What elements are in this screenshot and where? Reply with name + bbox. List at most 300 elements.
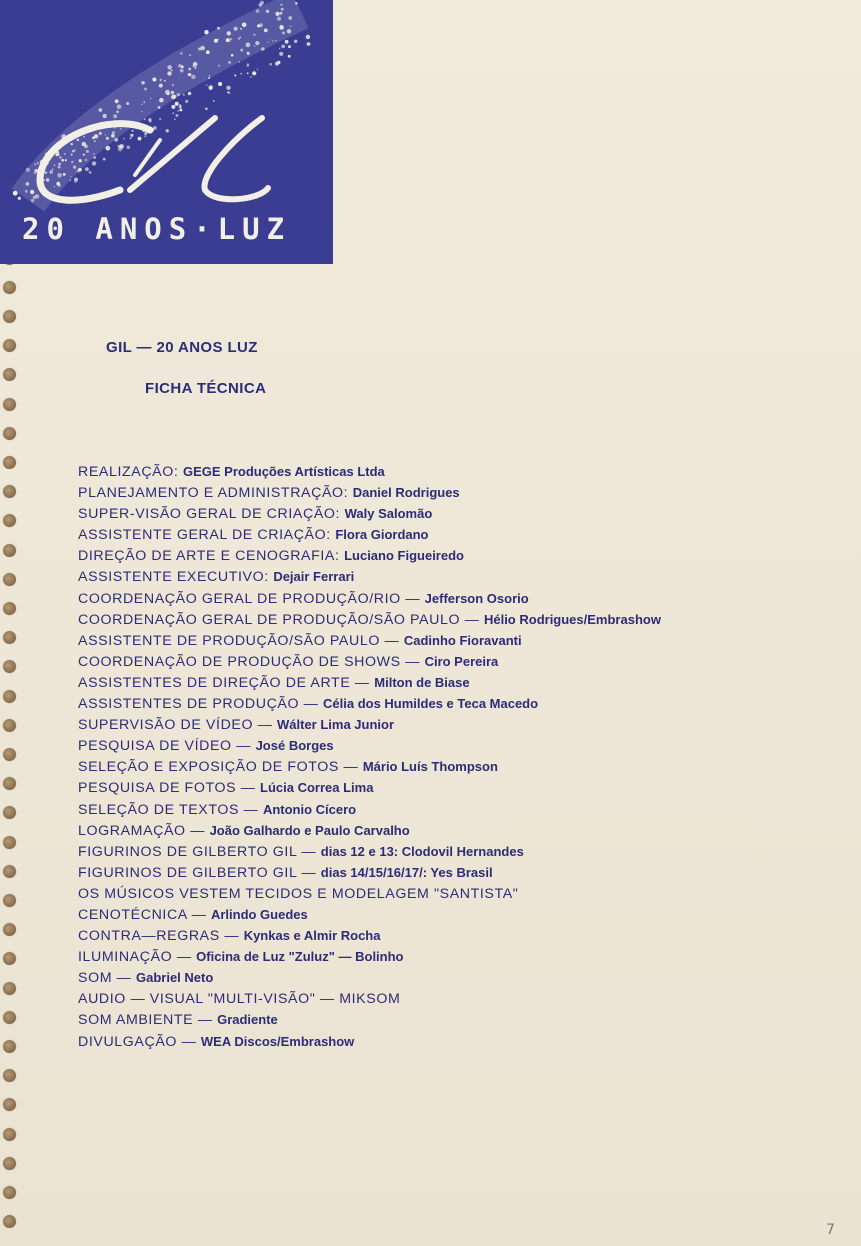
star-dot (269, 63, 272, 66)
credit-line (78, 988, 838, 1009)
binding-hole (3, 281, 16, 294)
star-dot (280, 4, 282, 6)
star-dot (106, 137, 109, 140)
star-dot (295, 2, 298, 5)
star-dot (69, 180, 71, 182)
credit-line (78, 946, 838, 967)
binding-hole (3, 310, 16, 323)
star-dot (171, 105, 175, 109)
star-dot (174, 118, 176, 120)
star-dot (275, 12, 279, 16)
credit-name: João Galhardo e Paulo Carvalho (209, 822, 410, 838)
star-dot (56, 152, 60, 156)
star-dot (234, 75, 236, 77)
credit-role: SELEÇÃO E EXPOSIÇÃO DE FOTOS — (78, 759, 363, 776)
credit-name: Waly Salomão (344, 506, 433, 522)
star-dot (306, 35, 310, 39)
binding-hole (3, 894, 16, 907)
star-dot (58, 166, 61, 169)
credit-role: FIGURINOS DE GILBERTO GIL — (78, 843, 321, 860)
binding-hole (3, 602, 16, 615)
credit-name: Kynkas e Almir Rocha (243, 928, 381, 944)
star-dot (77, 169, 80, 172)
star-dot (246, 42, 251, 47)
credit-name: Mário Luís Thompson (362, 759, 498, 775)
star-dot (152, 78, 156, 82)
star-dot (206, 84, 208, 86)
star-dot (26, 168, 30, 172)
star-dot (131, 130, 133, 132)
star-dot (117, 104, 122, 109)
credit-line (78, 841, 838, 862)
star-dot (138, 137, 142, 141)
star-dot (141, 104, 142, 105)
star-dot (93, 153, 95, 155)
credit-line (78, 672, 838, 693)
star-dot (63, 173, 66, 176)
star-dot (246, 65, 247, 66)
logo-caption: 20 ANOS·LUZ (22, 212, 292, 246)
credit-line (78, 714, 838, 735)
star-dot (180, 109, 183, 112)
star-dot (183, 94, 185, 96)
binding-hole (3, 1215, 16, 1228)
binding-hole (3, 660, 16, 673)
star-dot (26, 182, 30, 186)
star-dot (123, 138, 125, 140)
credit-role: PESQUISA DE VÍDEO — (78, 738, 256, 755)
credit-line (78, 1031, 838, 1052)
star-dot (71, 161, 73, 163)
star-dot (238, 38, 240, 40)
credit-line (78, 883, 838, 904)
credit-role: ILUMINAÇÃO — (78, 949, 197, 966)
star-dot (240, 49, 243, 52)
star-dot (226, 38, 230, 42)
star-dot (277, 17, 281, 21)
star-dot (230, 38, 232, 40)
star-dot (25, 190, 28, 193)
star-dot (164, 80, 166, 82)
star-dot (144, 118, 146, 120)
star-dot (114, 138, 118, 142)
star-dot (113, 114, 117, 118)
star-dot (287, 29, 291, 33)
star-dot (130, 134, 133, 137)
binding-hole (3, 719, 16, 732)
star-dot (143, 101, 145, 103)
star-dot (56, 182, 60, 186)
star-dot (103, 114, 107, 118)
star-dot (282, 32, 285, 35)
star-dot (208, 77, 210, 79)
star-dot (86, 150, 89, 153)
star-dot (82, 142, 86, 146)
binding-hole (3, 514, 16, 527)
star-dot (255, 41, 259, 45)
credit-line (78, 799, 838, 820)
star-dot (234, 27, 238, 31)
binding-hole (3, 339, 16, 352)
star-dot (85, 167, 89, 171)
star-dot (34, 171, 37, 174)
star-dot (65, 159, 67, 161)
star-dot (285, 40, 289, 44)
star-dot (228, 61, 231, 64)
credit-role: OS MÚSICOS VESTEM TECIDOS E MODELAGEM "SANTISTA" (78, 885, 519, 902)
star-dot (37, 162, 39, 164)
binding-hole (3, 427, 16, 440)
star-dot (54, 164, 56, 166)
star-dot (167, 71, 171, 75)
credit-name: Dejair Ferrari (273, 569, 355, 585)
star-dot (275, 62, 279, 66)
star-dot (74, 178, 78, 182)
star-dot (226, 86, 230, 90)
star-dot (209, 87, 213, 91)
credit-line (78, 609, 838, 630)
star-dot (280, 25, 282, 27)
binding-hole (3, 982, 16, 995)
credit-role: SELEÇÃO DE TEXTOS — (78, 801, 263, 818)
star-dot (260, 1, 264, 5)
star-dot (144, 135, 146, 137)
star-dot (279, 48, 280, 49)
star-dot (204, 30, 208, 34)
page-number: 7 (826, 1222, 835, 1238)
credit-role: ASSISTENTE GERAL DE CRIAÇÃO: (78, 527, 336, 544)
credit-name: WEA Discos/Embrashow (200, 1033, 355, 1049)
star-dot (227, 91, 229, 93)
credit-line (78, 545, 838, 566)
credit-role: LOGRAMAÇÃO — (78, 822, 210, 839)
star-dot (141, 111, 143, 113)
star-dot (73, 165, 76, 168)
star-dot (213, 100, 215, 102)
credit-name: Ciro Pereira (424, 653, 499, 669)
credit-name: José Borges (255, 738, 334, 754)
binding-hole (3, 398, 16, 411)
credit-name: Daniel Rodrigues (352, 485, 460, 501)
star-dot (268, 42, 269, 43)
credit-role: SUPER-VISÃO GERAL DE CRIAÇÃO: (78, 506, 345, 523)
star-dot (77, 139, 79, 141)
star-dot (141, 81, 144, 84)
credit-name: Arlindo Guedes (210, 906, 308, 922)
star-dot (171, 70, 173, 72)
credit-line (78, 1009, 838, 1030)
document-subtitle: FICHA TÉCNICA (145, 380, 267, 397)
star-dot (31, 199, 35, 203)
star-dot (257, 69, 259, 71)
star-dot (130, 137, 132, 139)
binding-hole (3, 806, 16, 819)
credit-line (78, 735, 838, 756)
star-dot (105, 134, 106, 135)
star-dot (179, 105, 182, 108)
star-dot (206, 50, 210, 54)
star-dot (59, 156, 61, 158)
credit-role: COORDENAÇÃO DE PRODUÇÃO DE SHOWS — (78, 653, 425, 670)
credit-name: dias 14/15/16/17/: Yes Brasil (320, 864, 493, 880)
star-dot (75, 171, 76, 172)
binding-hole (3, 1128, 16, 1141)
binding-hole (3, 1040, 16, 1053)
star-dot (281, 8, 284, 11)
star-dot (200, 46, 205, 51)
credit-line (78, 967, 838, 988)
star-dot (187, 74, 189, 76)
star-dot (191, 75, 195, 79)
credit-line (78, 566, 838, 587)
credit-line (78, 777, 838, 798)
star-dot (83, 136, 85, 138)
credit-role: SOM AMBIENTE — (78, 1012, 218, 1029)
star-dot (165, 90, 170, 95)
star-dot (115, 99, 119, 103)
star-dot (116, 110, 119, 113)
star-dot (275, 40, 276, 41)
credit-name: Cadinho Fioravanti (403, 632, 522, 648)
star-dot (160, 79, 162, 81)
star-dot (188, 68, 191, 71)
credit-line (78, 651, 838, 672)
star-dot (71, 143, 73, 145)
star-dot (171, 91, 175, 95)
star-dot (46, 178, 50, 182)
binding-hole (3, 1186, 16, 1199)
binding-hole (3, 485, 16, 498)
star-dot (175, 102, 179, 106)
star-dot (144, 132, 147, 135)
star-dot (194, 66, 197, 69)
credit-role: PESQUISA DE FOTOS — (78, 780, 261, 797)
star-dot (217, 39, 219, 41)
binding-hole (3, 836, 16, 849)
credit-role: ASSISTENTES DE PRODUÇÃO — (78, 696, 324, 713)
star-dot (93, 156, 96, 159)
star-dot (118, 147, 123, 152)
star-dot (44, 171, 47, 174)
star-dot (85, 159, 88, 162)
star-dot (159, 84, 163, 88)
star-dot (209, 75, 210, 76)
credit-role: ASSISTENTE EXECUTIVO: (78, 569, 274, 586)
credit-role: COORDENAÇÃO GERAL DE PRODUÇÃO/SÃO PAULO — (78, 611, 484, 628)
star-dot (290, 26, 291, 27)
star-dot (242, 23, 247, 28)
binding-hole (3, 865, 16, 878)
star-dot (61, 159, 64, 162)
credit-line (78, 588, 838, 609)
credit-name: Flora Giordano (335, 527, 429, 543)
star-dot (72, 150, 75, 153)
star-dot (36, 194, 38, 196)
star-dot (253, 34, 255, 36)
credit-role: FIGURINOS DE GILBERTO GIL — (78, 864, 321, 881)
star-dot (279, 52, 283, 56)
star-dot (239, 37, 241, 39)
star-dot (218, 65, 220, 67)
star-dot (231, 54, 234, 57)
credit-role: ASSISTENTES DE DIREÇÃO DE ARTE — (78, 674, 375, 691)
credit-name: Gabriel Neto (136, 970, 214, 986)
binding-hole (3, 923, 16, 936)
star-dot (18, 197, 21, 200)
star-dot (13, 191, 18, 196)
star-dot (150, 121, 152, 123)
star-dot (94, 140, 96, 142)
star-dot (150, 98, 152, 100)
star-dot (99, 108, 103, 112)
star-dot (240, 73, 242, 75)
star-dot (177, 110, 179, 112)
credit-line (78, 756, 838, 777)
binding-hole (3, 1011, 16, 1024)
credit-name: Hélio Rodrigues/Embrashow (483, 611, 661, 627)
binding-hole (3, 631, 16, 644)
binding-hole (3, 1157, 16, 1170)
star-dot (205, 108, 208, 111)
credit-line (78, 925, 838, 946)
star-dot (173, 95, 177, 99)
binding-hole (3, 1098, 16, 1111)
star-dot (34, 163, 36, 165)
document-title: GIL — 20 ANOS LUZ (106, 339, 258, 356)
star-dot (83, 154, 85, 156)
credit-name: Lúcia Correa Lima (260, 780, 374, 796)
star-dot (264, 29, 268, 33)
star-dot (272, 40, 274, 42)
star-dot (74, 149, 75, 150)
star-dot (193, 62, 198, 67)
binding-hole (3, 573, 16, 586)
star-dot (54, 186, 55, 187)
credit-line (78, 693, 838, 714)
star-dot (288, 55, 291, 58)
star-dot (112, 131, 115, 134)
credit-role: AUDIO — VISUAL "MULTI-VISÃO" — MIKSOM (78, 991, 401, 1008)
star-dot (240, 28, 242, 30)
credit-line (78, 820, 838, 841)
star-dot (227, 31, 231, 35)
star-dot (217, 27, 220, 30)
star-dot (256, 9, 259, 12)
star-dot (58, 151, 59, 152)
credit-role: DIREÇÃO DE ARTE E CENOGRAFIA: (78, 548, 345, 565)
star-dot (307, 42, 311, 46)
star-dot (103, 158, 106, 161)
credit-line (78, 630, 838, 651)
star-dot (247, 63, 249, 65)
credit-role: COORDENAÇÃO GERAL DE PRODUÇÃO/RIO — (78, 590, 425, 607)
star-dot (281, 45, 285, 49)
star-dot (189, 54, 191, 56)
star-dot (58, 163, 61, 166)
credit-name: Wálter Lima Junior (277, 717, 395, 733)
star-dot (159, 118, 161, 120)
star-dot (288, 45, 291, 48)
credit-line (78, 461, 838, 482)
star-dot (185, 100, 188, 103)
credit-role: ASSISTENTE DE PRODUÇÃO/SÃO PAULO — (78, 632, 404, 649)
star-dot (167, 65, 172, 70)
credit-name: Milton de Biase (374, 674, 470, 690)
star-dot (126, 102, 129, 105)
credit-line (78, 862, 838, 883)
star-dot (144, 88, 147, 91)
star-dot (158, 106, 161, 109)
credit-name: dias 12 e 13: Clodovil Hernandes (320, 843, 524, 859)
star-dot (294, 40, 297, 43)
star-dot (250, 76, 252, 78)
star-dot (177, 93, 180, 96)
binding-hole (3, 456, 16, 469)
star-dot (176, 114, 179, 117)
star-dot (279, 12, 282, 15)
gil-logo (0, 0, 333, 264)
star-dot (257, 24, 260, 27)
credit-line (78, 482, 838, 503)
credit-name: Gradiente (217, 1012, 278, 1028)
credit-name: Luciano Figueiredo (344, 548, 464, 564)
star-dot (33, 196, 36, 199)
star-dot (111, 134, 115, 138)
star-dot (247, 52, 250, 55)
star-dot (71, 154, 73, 156)
star-dot (127, 146, 131, 150)
credit-name: Célia dos Humildes e Teca Macedo (323, 696, 539, 712)
star-dot (252, 71, 256, 75)
credit-role: SUPERVISÃO DE VÍDEO — (78, 717, 278, 734)
star-dot (49, 170, 53, 174)
credit-line (78, 904, 838, 925)
star-dot (180, 69, 184, 73)
binding-hole (3, 777, 16, 790)
credit-name: GEGE Produções Artísticas Ltda (182, 464, 385, 479)
star-dot (52, 169, 54, 171)
binding-hole (3, 544, 16, 557)
binding-hole (3, 952, 16, 965)
star-dot (120, 128, 122, 130)
star-dot (239, 61, 240, 62)
star-dot (178, 64, 182, 68)
credit-role: CENOTÉCNICA — (78, 906, 211, 923)
star-dot (247, 65, 249, 67)
star-dot (247, 72, 249, 74)
star-dot (79, 159, 82, 162)
credit-role: DIVULGAÇÃO — (78, 1033, 201, 1050)
star-dot (166, 129, 169, 132)
star-dot (188, 92, 192, 96)
star-dot (92, 161, 96, 165)
star-dot (57, 173, 62, 178)
star-dot (89, 171, 92, 174)
star-dot (180, 52, 182, 54)
credit-role: SOM — (78, 970, 136, 987)
credits-list (78, 461, 838, 1052)
credit-name: Oficina de Luz "Zuluz" — Bolinho (196, 949, 404, 965)
star-dot (288, 16, 292, 20)
star-dot (94, 134, 98, 138)
star-dot (266, 10, 269, 13)
credit-role: REALIZAÇÃO: (78, 464, 183, 480)
credit-name: Jefferson Osorio (424, 590, 529, 606)
binding-hole (3, 1069, 16, 1082)
star-dot (261, 47, 265, 51)
star-dot (30, 190, 34, 194)
star-dot (159, 98, 164, 103)
